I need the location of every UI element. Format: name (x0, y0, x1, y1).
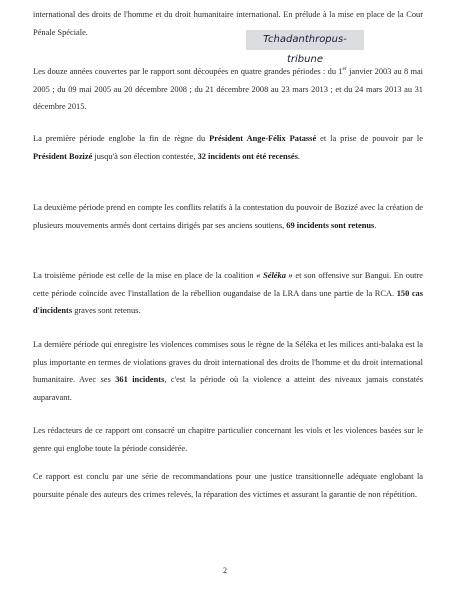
bold-count: 69 incidents sont retenus (286, 220, 375, 230)
paragraph-text: La dernière période qui enregistre les violences commises sous le règne de la Séléka et les milices anti-balaka est la plus importante en termes de violations graves du droit international des droits de l'homme et du droit international humanitaire. Avec ses (33, 340, 423, 384)
paragraph-text: La première période englobe la fin de règne du (33, 134, 210, 143)
paragraph-text: janvier 2003 au 8 mai 2005 ; du 09 mai 2005 au 20 décembre 2008 ; du 21 décembre 2008 au 23 mars 2013 ; et du 24 mars 2013 au 31 décembre 2015. (33, 67, 423, 111)
paragraph-periods (33, 63, 423, 116)
paragraph-fourth-period (33, 336, 423, 406)
bold-count: 361 incidents (115, 375, 165, 384)
paragraph-text: et la prise de pouvoir par le (316, 134, 423, 143)
bold-name: Président Bozizé (33, 151, 93, 161)
bold-count: 32 incidents ont été recensés (197, 151, 298, 161)
paragraph-first-period (33, 130, 423, 165)
paragraph-text: international des droits de l'homme et du droit humanitaire international. En prélude à la mise en place de la Cour Pénale Spéciale. (33, 10, 423, 37)
paragraph-text: La deuxième période prend en compte les conflits relatifs à la contestation du pouvoir de Bozizé avec la création de plusieurs mouvements armés dont certains dirigés par ses anciens soutiens, (33, 203, 423, 230)
bold-count: 150 cas d'incidents (33, 288, 424, 315)
paragraph-third-period (33, 267, 423, 320)
bold-name: « Séléka » (256, 271, 293, 280)
paragraph-text: La troisième période est celle de la mise en place de la coalition (33, 271, 257, 280)
paragraph-text: . (297, 151, 300, 161)
paragraph-intro (33, 6, 423, 41)
paragraph-text: Les rédacteurs de ce rapport ont consacré un chapitre particulier concernant les viols et les violences basées sur le genre qui englobe toute la période considérée. (33, 426, 423, 453)
page-number: 2 (223, 566, 227, 575)
paragraph-gender-violence (33, 422, 423, 457)
paragraph-text: , c'est la période où la violence a atteint des niveaux jamais constatés auparavant. (33, 375, 423, 402)
superscript: er (342, 66, 347, 73)
paragraph-text: et son offensive sur Bangui. En outre cette période coïncide avec l'installation de la rébellion ougandaise de la LRA dans une partie de la RCA. (33, 271, 423, 298)
paragraph-text: Ce rapport est conclu par une série de recommandations pour une justice transitionnelle adéquate englobant la poursuite pénale des auteurs des crimes relevés, la réparation des victimes et assurant la garantie de non répétition. (33, 472, 423, 499)
paragraph-text: jusqu'à son élection contestée, (92, 151, 198, 161)
paragraph-recommendations (33, 468, 423, 503)
paragraph-second-period (33, 199, 423, 234)
paragraph-text: Les douze années couvertes par le rapport sont découpées en quatre grandes périodes : du 1 (33, 67, 343, 76)
bold-name: Président Ange-Félix Patassé (209, 134, 317, 143)
watermark-label: Tchadanthropus-tribune (246, 30, 364, 50)
paragraph-text: . (374, 220, 377, 230)
paragraph-text: graves sont retenus. (72, 306, 141, 315)
